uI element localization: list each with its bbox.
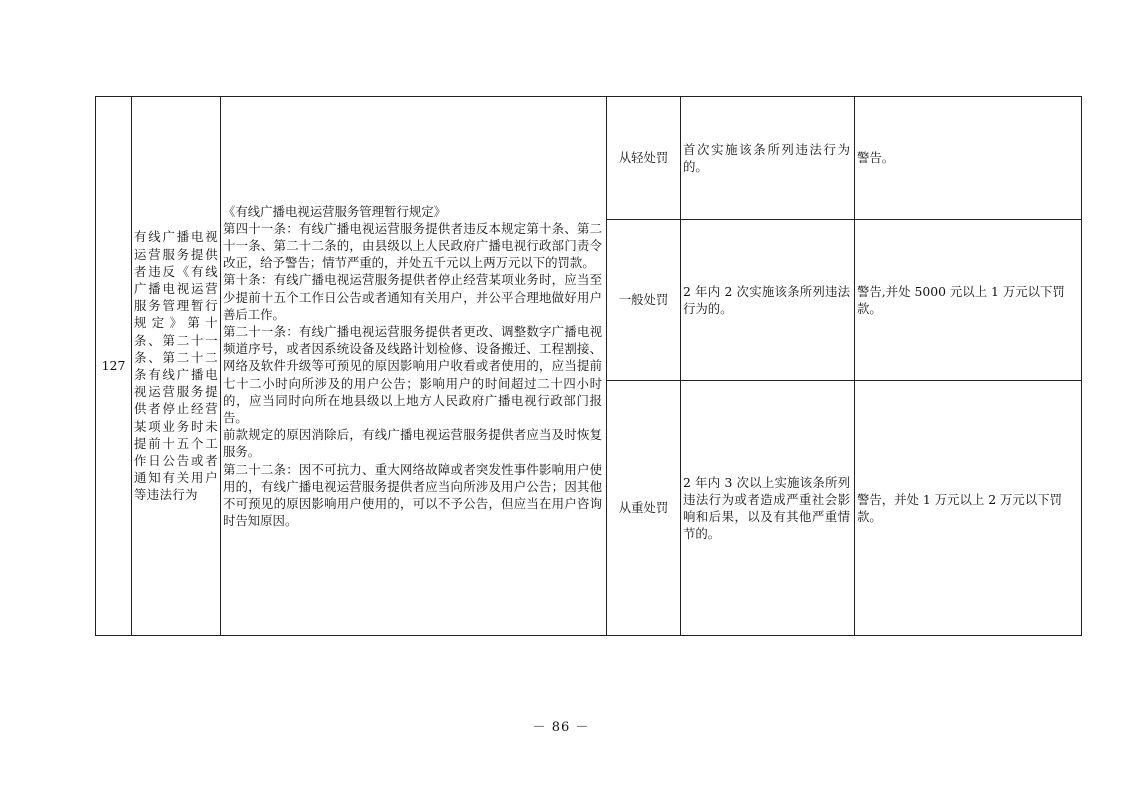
basis-article-21: 第二十一条：有线广播电视运营服务提供者更改、调整数字广播电视频道序号，或者因系统设备及线路计划检修、设备搬迁、工程割接、网络及软件升级等可预见的原因影响用户收看或者使用的，应当提前七十二小时向所涉及的用户公告；影响用户的时间超过二十四小时的，应当同时向所在地县级以上地方人民政府广播电视行政部门报告。: [223, 323, 602, 425]
penalty-standard-general: 警告,并处 5000 元以上 1 万元以下罚款。: [855, 220, 1082, 381]
basis-article-21-para-2: 前款规定的原因消除后，有线广播电视运营服务提供者应当及时恢复服务。: [223, 427, 602, 460]
penalty-level-light: 从轻处罚: [607, 97, 681, 220]
basis-article-10: 第十条：有线广播电视运营服务提供者停止经营某项业务时，应当至少提前十五个工作日公告或者通知有关用户，并公平合理地做好用户善后工作。: [223, 272, 602, 322]
penalty-level-heavy: 从重处罚: [607, 381, 681, 636]
circumstance-heavy: 2 年内 3 次以上实施该条所列违法行为或者造成严重社会影响和后果，以及有其他严重情节的。: [681, 381, 855, 636]
page-number: － 86 －: [532, 720, 590, 735]
basis-article-41: 第四十一条：有线广播电视运营服务提供者违反本规定第十条、第二十一条、第二十二条的，由县级以上人民政府广播电视行政部门责令改正，给予警告；情节严重的，并处五千元以上两万元以下的罚款。: [223, 220, 602, 271]
table-row: [96, 97, 1082, 220]
basis-regulation-title: 《有线广播电视运营服务管理暂行规定》: [223, 203, 447, 219]
circumstance-light: 首次实施该条所列违法行为的。: [681, 97, 855, 220]
penalty-table: [95, 96, 1082, 636]
legal-basis: [221, 97, 607, 636]
penalty-standard-heavy: 警告，并处 1 万元以上 2 万元以下罚款。: [855, 381, 1082, 636]
penalty-standard-light: 警告。: [855, 97, 1082, 220]
violation-behavior: 有线广播电视运营服务提供者违反《有线广播电视运营服务管理暂行规定》第十条、第二十一条、第二十二条有线广播电视运营服务提供者停止经营某项业务时未提前十五个工作日公告或者通知有关用户等违法行为: [132, 97, 221, 636]
penalty-level-general: 一般处罚: [607, 220, 681, 381]
row-number: 127: [96, 97, 132, 636]
basis-article-22: 第二十二条：因不可抗力、重大网络故障或者突发性事件影响用户使用的，有线广播电视运营服务提供者应当向所涉及用户公告；因其他不可预见的原因影响用户使用的，可以不予公告，但应当在用户咨询时告知原因。: [223, 461, 602, 529]
circumstance-general: 2 年内 2 次实施该条所列违法行为的。: [681, 220, 855, 381]
